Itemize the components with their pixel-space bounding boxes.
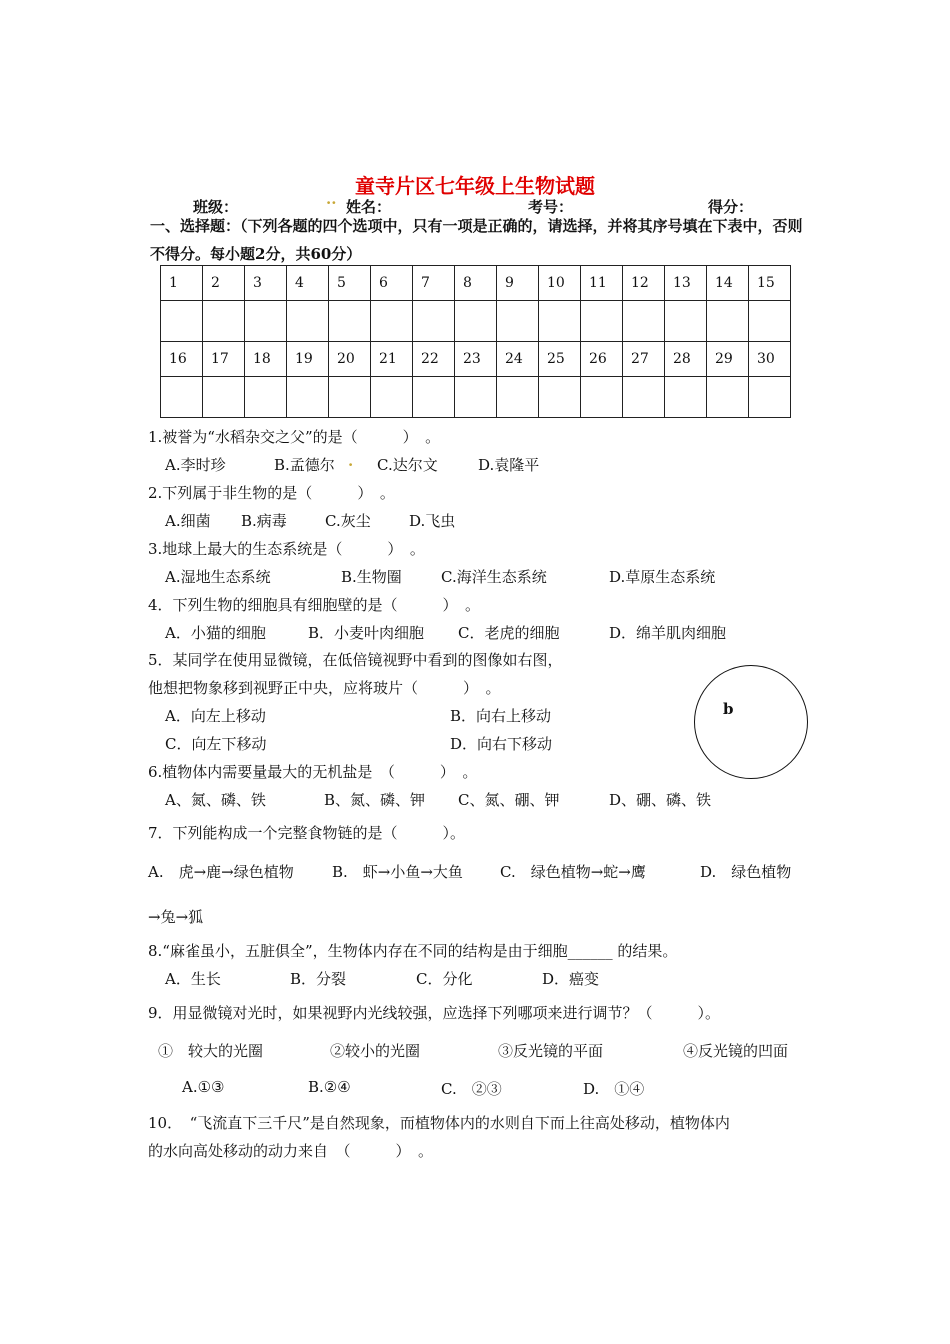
table-cell: 14	[707, 266, 749, 301]
answer-cell[interactable]	[245, 377, 287, 418]
question-9-choice-3: ③反光镜的平面	[498, 1042, 604, 1060]
question-9-choice-1: ① 较大的光圈	[158, 1042, 264, 1060]
question-8-option-d: D．癌变	[542, 970, 600, 988]
table-cell: 28	[665, 342, 707, 377]
question-4-stem: 4．下列生物的细胞具有细胞壁的是（ ） 。	[148, 596, 481, 614]
question-1-option-d: D.袁隆平	[478, 456, 540, 474]
answer-cell[interactable]	[539, 301, 581, 342]
question-9-choice-2: ②较小的光圈	[330, 1042, 421, 1060]
table-cell: 5	[329, 266, 371, 301]
table-cell: 29	[707, 342, 749, 377]
question-3-option-d: D.草原生态系统	[609, 568, 716, 586]
table-cell: 8	[455, 266, 497, 301]
table-cell: 27	[623, 342, 665, 377]
question-9-option-c: C. ②③	[441, 1080, 502, 1098]
question-3-stem: 3.地球上最大的生态系统是（ ） 。	[148, 540, 425, 558]
answer-cell[interactable]	[413, 377, 455, 418]
page-title: 童寺片区七年级上生物试题	[355, 174, 595, 198]
table-cell: 12	[623, 266, 665, 301]
question-5-option-a: A．向左上移动	[165, 707, 266, 725]
answer-cell[interactable]	[455, 301, 497, 342]
question-6-option-b: B、氮、磷、钾	[324, 791, 426, 809]
question-5-stem-line-2: 他想把物象移到视野正中央，应将玻片（ ） 。	[148, 679, 501, 697]
table-cell: 26	[581, 342, 623, 377]
question-10-stem-line-2: 的水向高处移动的动力来自 （ ） 。	[148, 1142, 434, 1160]
answer-cell[interactable]	[665, 301, 707, 342]
answer-cell[interactable]	[539, 377, 581, 418]
table-cell: 15	[749, 266, 791, 301]
question-6-option-a: A、氮、磷、铁	[165, 791, 266, 809]
question-2-stem: 2.下列属于非生物的是（ ） 。	[148, 484, 395, 502]
score-label: 得分：	[708, 198, 754, 216]
answer-cell[interactable]	[497, 301, 539, 342]
name-label: 姓名：	[346, 198, 392, 216]
answer-cell[interactable]	[329, 301, 371, 342]
question-10-stem-line-1: 10． “飞流直下三千尺”是自然现象，而植物体内的水则自下而上往高处移动，植物体内	[148, 1114, 730, 1132]
question-7-stem: 7．下列能构成一个完整食物链的是（ ）。	[148, 824, 466, 842]
question-9-choice-4: ④反光镜的凹面	[683, 1042, 789, 1060]
table-cell: 20	[329, 342, 371, 377]
question-5-stem-line-1: 5．某同学在使用显微镜，在低倍镜视野中看到的图像如右图，	[148, 651, 563, 669]
table-cell: 16	[161, 342, 203, 377]
answer-cell[interactable]	[455, 377, 497, 418]
decorative-dots: ..	[326, 190, 337, 208]
question-2-option-a: A.细菌	[165, 512, 211, 530]
question-4-option-d: D．绵羊肌肉细胞	[609, 624, 727, 642]
answer-cell[interactable]	[749, 301, 791, 342]
table-cell: 25	[539, 342, 581, 377]
table-cell: 24	[497, 342, 539, 377]
question-6-option-c: C、氮、硼、钾	[458, 791, 560, 809]
table-cell: 19	[287, 342, 329, 377]
table-cell: 30	[749, 342, 791, 377]
question-2-option-b: B.病毒	[241, 512, 287, 530]
question-5-option-b: B．向右上移动	[450, 707, 552, 725]
answer-cell[interactable]	[203, 377, 245, 418]
question-7-option-c: C. 绿色植物→蛇→鹰	[500, 863, 646, 881]
table-cell: 3	[245, 266, 287, 301]
answer-cell[interactable]	[287, 377, 329, 418]
question-3-option-b: B.生物圈	[341, 568, 402, 586]
answer-table-answer-row	[161, 377, 791, 418]
answer-cell[interactable]	[623, 377, 665, 418]
answer-table-number-row	[161, 342, 791, 377]
figure-label: b	[723, 700, 734, 718]
table-cell: 6	[371, 266, 413, 301]
microscope-field-circle	[694, 665, 808, 779]
table-cell: 23	[455, 342, 497, 377]
question-8-stem: 8.“麻雀虽小，五脏俱全”，生物体内存在不同的结构是由于细胞______ 的结果。	[148, 942, 678, 960]
answer-cell[interactable]	[161, 301, 203, 342]
question-3-option-a: A.湿地生态系统	[165, 568, 271, 586]
answer-cell[interactable]	[245, 301, 287, 342]
question-2-option-d: D.飞虫	[409, 512, 456, 530]
table-cell: 17	[203, 342, 245, 377]
question-1-option-a: A.李时珍	[165, 456, 226, 474]
answer-cell[interactable]	[287, 301, 329, 342]
table-cell: 1	[161, 266, 203, 301]
table-cell: 22	[413, 342, 455, 377]
question-9-option-d: D. ①④	[583, 1080, 645, 1098]
question-4-option-a: A．小猫的细胞	[165, 624, 266, 642]
question-2-option-c: C.灰尘	[325, 512, 371, 530]
answer-cell[interactable]	[497, 377, 539, 418]
table-cell: 4	[287, 266, 329, 301]
answer-cell[interactable]	[749, 377, 791, 418]
answer-cell[interactable]	[371, 301, 413, 342]
question-8-option-b: B．分裂	[290, 970, 347, 988]
question-4-option-c: C．老虎的细胞	[458, 624, 560, 642]
answer-cell[interactable]	[161, 377, 203, 418]
section-1-heading: 一、选择题：（下列各题的四个选项中，只有一项是正确的，请选择，并将其序号填在下表中，否则不得分。每小题2分，共60分）	[150, 217, 803, 263]
table-cell: 10	[539, 266, 581, 301]
question-8-option-c: C．分化	[416, 970, 473, 988]
table-cell: 9	[497, 266, 539, 301]
question-7-option-a: A. 虎→鹿→绿色植物	[148, 863, 294, 881]
answer-cell[interactable]	[413, 301, 455, 342]
answer-table-number-row	[161, 266, 791, 301]
table-cell: 7	[413, 266, 455, 301]
question-1-stem: 1.被誉为“水稻杂交之父”的是（ ） 。	[148, 428, 441, 446]
question-8-option-a: A．生长	[165, 970, 221, 988]
answer-cell[interactable]	[665, 377, 707, 418]
question-9-option-b: B.②④	[308, 1078, 351, 1096]
table-cell: 2	[203, 266, 245, 301]
answer-cell[interactable]	[371, 377, 413, 418]
class-label: 班级：	[193, 198, 239, 216]
answer-cell[interactable]	[581, 377, 623, 418]
table-cell: 18	[245, 342, 287, 377]
answer-cell[interactable]	[329, 377, 371, 418]
decorative-dot: .	[348, 452, 354, 470]
answer-cell[interactable]	[707, 377, 749, 418]
question-7-option-b: B. 虾→小鱼→大鱼	[332, 863, 463, 881]
answer-table	[160, 265, 791, 418]
question-9-option-a: A.①③	[182, 1078, 225, 1096]
question-3-option-c: C.海洋生态系统	[441, 568, 547, 586]
answer-cell[interactable]	[203, 301, 245, 342]
table-cell: 11	[581, 266, 623, 301]
answer-table-answer-row	[161, 301, 791, 342]
answer-cell[interactable]	[581, 301, 623, 342]
question-1-option-c: C.达尔文	[377, 456, 438, 474]
question-6-option-d: D、硼、磷、铁	[609, 791, 712, 809]
table-cell: 21	[371, 342, 413, 377]
question-6-stem: 6.植物体内需要量最大的无机盐是 （ ） 。	[148, 763, 478, 781]
question-4-option-b: B．小麦叶肉细胞	[308, 624, 425, 642]
table-cell: 13	[665, 266, 707, 301]
question-5-option-c: C．向左下移动	[165, 735, 267, 753]
question-7-option-d: D. 绿色植物	[700, 863, 792, 881]
question-1-option-b: B.孟德尔	[274, 456, 335, 474]
question-5-option-d: D．向右下移动	[450, 735, 553, 753]
exam-no-label: 考号：	[528, 198, 574, 216]
answer-cell[interactable]	[707, 301, 749, 342]
question-7-option-d-continued: →兔→狐	[148, 908, 204, 926]
question-9-stem: 9．用显微镜对光时，如果视野内光线较强，应选择下列哪项来进行调节？（ ）。	[148, 1004, 721, 1022]
answer-cell[interactable]	[623, 301, 665, 342]
